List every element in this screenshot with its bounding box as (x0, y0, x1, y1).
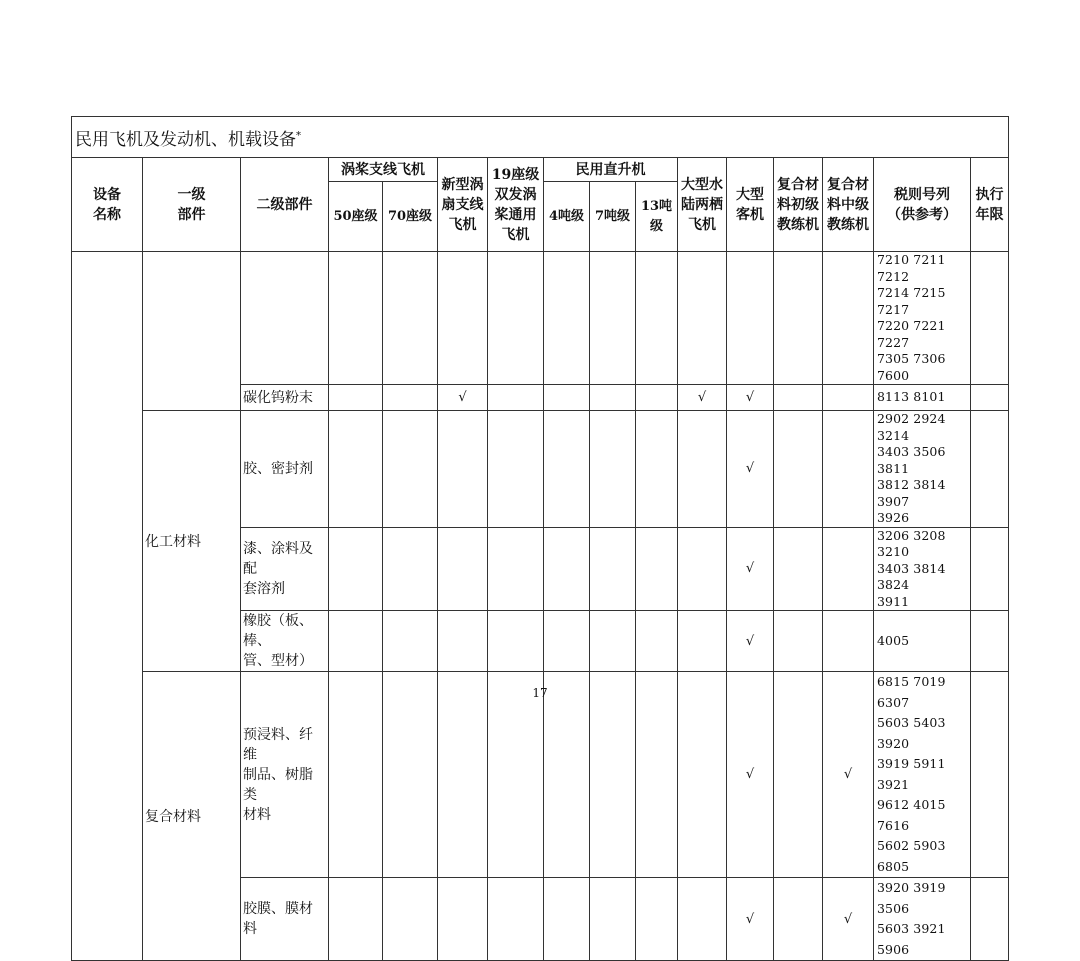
tariff-codes-text: 3206 3208 3210 3403 3814 3824 3911 (877, 527, 946, 609)
header-seat50: 50座级 (329, 182, 383, 252)
header-comp-intermediate-text: 复合材 料中级 教练机 (827, 176, 869, 233)
period-cell (971, 878, 1009, 961)
period-cell (971, 672, 1009, 878)
header-seat19-text: 19座级 双发涡 桨通用 飞机 (491, 166, 540, 243)
table-title-mark: * (296, 129, 301, 141)
header-new-turbofan-text: 新型涡 扇支线 飞机 (441, 176, 484, 233)
tariff-codes-text: 6815 7019 6307 5603 5403 3920 3919 5911 3921 9612 4015 7616 5602 5903 6805 (877, 674, 946, 874)
header-tariff (874, 158, 971, 252)
header-tariff-text: 税则号列 （供参考） (887, 186, 957, 223)
header-new-turbofan (438, 158, 488, 252)
check-mark: √ (727, 411, 774, 528)
check-mark: √ (727, 672, 774, 878)
equipment-table (71, 116, 1009, 961)
tariff-codes-text: 3920 3919 3506 5603 3921 5906 (877, 880, 946, 957)
header-large-airliner (727, 158, 774, 252)
level1-cell (143, 252, 241, 411)
header-amphibian-text: 大型水 陆两栖 飞机 (681, 176, 723, 233)
level2-name: 胶、密封剂 (241, 411, 329, 528)
tariff-codes (874, 878, 971, 961)
header-turboprop-group: 涡桨支线飞机 (329, 158, 438, 182)
level2-cell (241, 252, 329, 385)
period-cell (971, 252, 1009, 385)
header-seat19 (488, 158, 544, 252)
header-level2: 二级部件 (241, 158, 329, 252)
level2-name: 胶膜、膜材料 (241, 878, 329, 961)
level2-name: 碳化钨粉末 (241, 385, 329, 411)
header-heli-group: 民用直升机 (544, 158, 678, 182)
header-seat70: 70座级 (383, 182, 438, 252)
check-mark: √ (727, 385, 774, 411)
header-level1-text: 一级 部件 (177, 186, 206, 223)
check-mark: √ (438, 385, 488, 411)
tariff-codes (874, 672, 971, 878)
level2-name-text: 橡胶（板、棒、 管、型材） (243, 613, 313, 669)
device-name-cell (72, 252, 143, 961)
header-ton7: 7吨级 (590, 182, 636, 252)
check-mark: √ (678, 385, 727, 411)
check-mark: √ (727, 527, 774, 611)
tariff-codes: 8113 8101 (874, 385, 971, 411)
level1-composite: 复合材料 (143, 672, 241, 961)
header-ton13 (636, 182, 678, 252)
header-large-airliner-text: 大型 客机 (736, 186, 764, 223)
tariff-codes (874, 411, 971, 528)
table-title-text: 民用飞机及发动机、机载设备 (75, 129, 296, 150)
check-mark: √ (727, 878, 774, 961)
check-mark: √ (823, 878, 874, 961)
table-title (72, 117, 1009, 158)
header-comp-intermediate (823, 158, 874, 252)
header-ton4: 4吨级 (544, 182, 590, 252)
header-period-text: 执行 年限 (975, 186, 1004, 223)
header-level1 (143, 158, 241, 252)
table-row (72, 252, 1009, 385)
tariff-codes-text: 2902 2924 3214 3403 3506 3811 3812 3814 3907 3926 (877, 411, 946, 525)
level2-name (241, 527, 329, 611)
header-device-name (72, 158, 143, 252)
period-cell (971, 411, 1009, 528)
period-cell (971, 385, 1009, 411)
tariff-codes (874, 527, 971, 611)
period-cell (971, 527, 1009, 611)
tariff-codes: 4005 (874, 611, 971, 672)
header-period (971, 158, 1009, 252)
table-row (72, 411, 1009, 528)
tariff-codes (874, 252, 971, 385)
level2-name (241, 672, 329, 878)
header-device-name-text: 设备 名称 (93, 186, 121, 223)
tariff-codes-text: 7210 7211 7212 7214 7215 7217 7220 7221 7227 7305 7306 7600 (877, 252, 946, 383)
table-row (72, 672, 1009, 878)
header-ton13-text: 13吨 级 (640, 198, 673, 234)
header-comp-primary (774, 158, 823, 252)
header-amphibian (678, 158, 727, 252)
header-comp-primary-text: 复合材 料初级 教练机 (777, 176, 819, 233)
level2-name-text: 漆、涂料及配 套溶剂 (243, 540, 313, 597)
level2-name (241, 611, 329, 672)
check-mark: √ (727, 611, 774, 672)
check-mark: √ (823, 672, 874, 878)
level2-name-text: 预浸料、纤维 制品、树脂类 材料 (243, 726, 313, 823)
level1-chemical: 化工材料 (143, 411, 241, 672)
period-cell (971, 611, 1009, 672)
page-number: 17 (532, 686, 548, 700)
